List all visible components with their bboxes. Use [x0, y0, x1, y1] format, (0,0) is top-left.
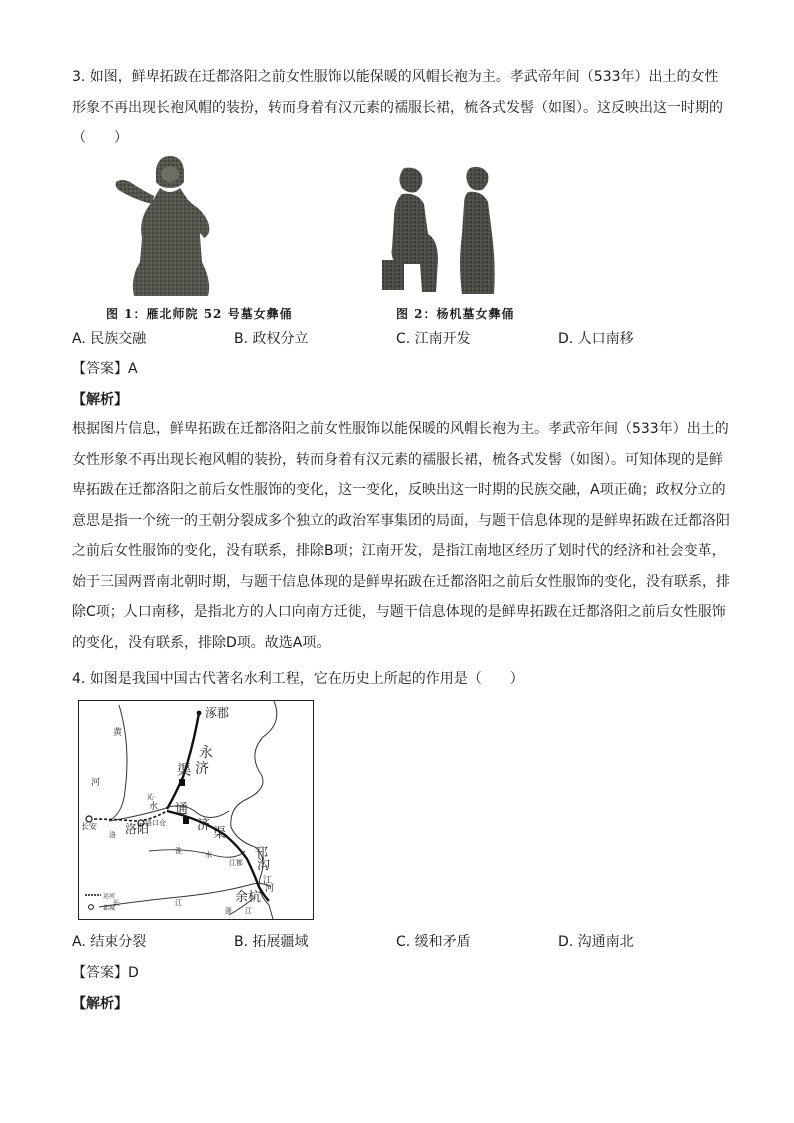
map-label-yuhang: 余杭: [235, 890, 262, 905]
q3-option-b[interactable]: B. 政权分立: [234, 331, 309, 347]
map-label-luoyang: 洛阳: [125, 822, 150, 836]
q4-stem: 4. 如图是我国中国古代著名水利工程，它在历史上所起的作用是（ ）: [72, 671, 524, 687]
map-legend-canal: 运河: [103, 893, 116, 900]
q4-answer: 【答案】D: [72, 965, 139, 981]
q4-option-b[interactable]: B. 拓展疆域: [234, 934, 309, 950]
map-label-ji: 济: [195, 761, 209, 777]
map-label-qu: 渠: [177, 763, 191, 779]
map-label-tong: 通: [175, 802, 189, 817]
map-label-huai: 淮: [175, 847, 182, 855]
q4-option-a[interactable]: A. 结束分裂: [72, 934, 147, 950]
map-label-qu2: 渠: [213, 826, 227, 841]
map-label-shui: 水: [149, 802, 159, 812]
map-label-zhuojun: 涿郡: [205, 706, 230, 720]
map-label-gou: 沟: [257, 858, 271, 873]
map-label-he2: 河: [265, 884, 275, 894]
map-label-shui2: 水: [205, 851, 212, 859]
map-label-ji2: 济: [197, 818, 211, 833]
map-label-jiang-nan: 江: [263, 876, 273, 886]
map-label-jiangdu: 江都: [229, 859, 243, 867]
city-marker-zhuojun: [197, 711, 202, 716]
map-label-jiang: 江: [175, 899, 182, 907]
q3-option-c[interactable]: C. 江南开发: [396, 331, 471, 347]
map-label-han: 邗: [255, 846, 269, 861]
q4-option-c[interactable]: C. 缓和矛盾: [396, 934, 471, 950]
map-label-changan: 长安: [81, 822, 97, 831]
q4-option-d[interactable]: D. 沟通南北: [558, 934, 634, 950]
q3-options: [72, 328, 722, 350]
q3-analysis-label: 【解析】: [72, 392, 128, 408]
map-label-he: 河: [91, 778, 101, 788]
map-legend-city: 都城: [103, 905, 116, 912]
grand-canal-map: [78, 700, 314, 920]
map-label-luo: 洛: [109, 831, 116, 839]
q3-analysis: 根据图片信息，鲜卑拓跋在迁都洛阳之前女性服饰以能保暖的风帽长袍为主。孝武帝年间（533年）出土的女性形象不再出现长袍风帽的装扮，转而身着有汉元素的襦服长裙，梳各式发髻（如图）。可知体现的是鲜卑拓跋在迁都洛阳之前后女性服饰的变化，这一变化，反映出这一时期的民族交融，A项正确；政权分立的意思是指一个统一的王朝分裂成多个独立的政治军事集团的局面，与题干信息体现的是鲜卑拓跋在迁都洛阳之前后女性服饰的变化，没有联系，排除B项；江南开发，是指江南地区经历了划时代的经济和社会变革，始于三国两晋南北朝时期，与题干信息体现的是鲜卑拓跋在迁都洛阳之前后女性服饰的变化，没有联系，排除C项；人口南移，是指北方的人口向南方迁徙，与题干信息体现的是鲜卑拓跋在迁都洛阳之前后女性服饰的变化，没有联系，排除D项。故选A项。: [72, 421, 730, 651]
map-label-qin: 沁: [147, 793, 154, 801]
figure2-caption: 图 2：杨机墓女彝俑: [396, 307, 515, 321]
figure2-figurines-image: [378, 164, 508, 298]
grand-canal-map-drawing: [79, 701, 313, 919]
figure1-figurine-image: [108, 152, 232, 300]
map-label-zhe: 浙: [225, 907, 232, 915]
map-label-luokoucang: 洛口仓: [145, 819, 166, 827]
q4-options: [72, 931, 722, 953]
map-label-yong: 永: [199, 745, 213, 761]
q4-analysis-label: 【解析】: [72, 996, 128, 1012]
map-label-chang: 长: [113, 899, 120, 907]
q3-stem: 3. 如图，鲜卑拓跋在迁都洛阳之前女性服饰以能保暖的风帽长袍为主。孝武帝年间（533年）出土的女性形象不再出现长袍风帽的装扮，转而身着有汉元素的襦服长裙，梳各式发髻（如图）。这反映出这一时期的（ ）: [72, 69, 723, 146]
map-label-huang: 黄: [113, 728, 123, 738]
q3-option-a[interactable]: A. 民族交融: [72, 331, 147, 347]
map-label-jiang2: 江: [245, 907, 252, 915]
q3-answer: 【答案】A: [72, 361, 138, 377]
figure1-caption: 图 1：雁北师院 52 号墓女彝俑: [106, 307, 293, 321]
q3-option-d[interactable]: D. 人口南移: [558, 331, 634, 347]
